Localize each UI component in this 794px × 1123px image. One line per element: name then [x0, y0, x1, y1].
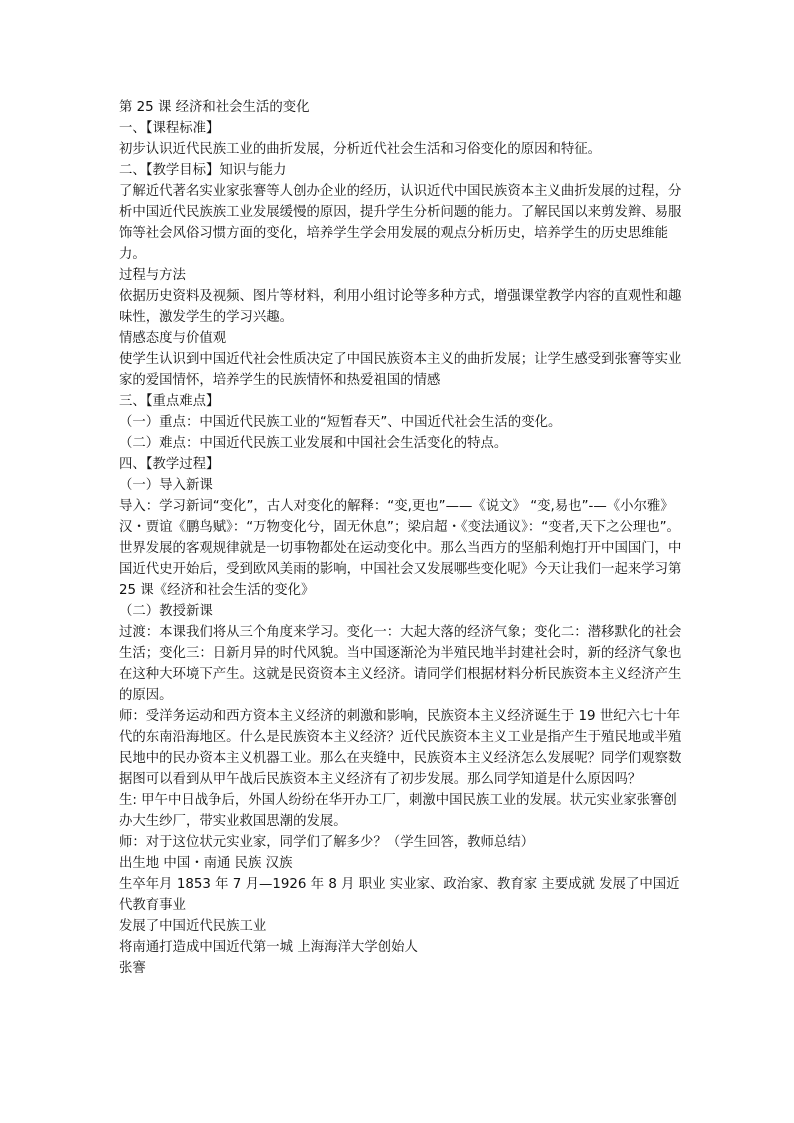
- subheading-introduction: （一）导入新课: [119, 478, 213, 493]
- lesson-title: 第 25 课 经济和社会生活的变化: [119, 100, 310, 115]
- profile-dates-career: 生卒年月 1853 年 7 月—1926 年 8 月 职业 实业家、政治家、教育家 主要成就 发展了中国近代教育事业: [119, 877, 680, 913]
- profile-achievement-nantong: 将南通打造成中国近代第一城 上海海洋大学创始人: [119, 940, 418, 955]
- paragraph-teacher-1: 师：受洋务运动和西方资本主义经济的刺激和影响，民族资本主义经济诞生于 19 世纪六七十年代的东南沿海地区。什么是民族资本主义经济？近代民族资本主义工业是指产生于殖民地或半殖民地中的民办资本主义机器工业。那么在夹缝中，民族资本主义经济怎么发展呢？同学们观察数据图可以看到从甲午战后民族资本主义经济有了初步发展。那么同学知道是什么原因吗？: [119, 709, 682, 787]
- paragraph-attitude-values: 使学生认识到中国近代社会性质决定了中国民族资本主义的曲折发展；让学生感受到张謇等实业家的爱国情怀，培养学生的民族情怀和热爱祖国的情感: [119, 352, 682, 388]
- section-heading-teaching-process: 四、【教学过程】: [119, 457, 220, 472]
- subheading-process-method: 过程与方法: [119, 268, 186, 283]
- paragraph-curriculum-standard: 初步认识近代民族工业的曲折发展，分析近代社会生活和习俗变化的原因和特征。: [119, 142, 602, 157]
- section-heading-key-points: 三、【重点难点】: [119, 394, 220, 409]
- profile-name: 张謇: [119, 961, 146, 976]
- paragraph-difficult-point: （二）难点：中国近代民族工业发展和中国社会生活变化的特点。: [119, 436, 508, 451]
- subheading-new-lesson: （二）教授新课: [119, 604, 213, 619]
- subheading-attitude-values: 情感态度与价值观: [119, 331, 227, 346]
- profile-achievement-industry: 发展了中国近代民族工业: [119, 919, 267, 934]
- section-heading-teaching-objectives: 二、【教学目标】知识与能力: [119, 163, 287, 178]
- paragraph-key-point: （一）重点：中国近代民族工业的“短暂春天”、中国近代社会生活的变化。: [119, 415, 562, 430]
- section-heading-curriculum-standard: 一、【课程标准】: [119, 121, 220, 136]
- paragraph-knowledge-ability: 了解近代著名实业家张謇等人创办企业的经历，认识近代中国民族资本主义曲折发展的过程，分析中国近代民族族工业发展缓慢的原因，提升学生分析问题的能力。了解民国以来剪发辫、易服饰等社会风俗习惯方面的变化，培养学生学会用发展的观点分析历史，培养学生的历史思维能力。: [119, 184, 682, 262]
- paragraph-student: 生: 甲午中日战争后，外国人纷纷在华开办工厂，刺激中国民族工业的发展。状元实业家张謇创办大生纱厂，带实业救国思潮的发展。: [119, 793, 677, 829]
- paragraph-process-method: 依据历史资料及视频、图片等材料，利用小组讨论等多种方式，增强课堂教学内容的直观性和趣味性，激发学生的学习兴趣。: [119, 289, 682, 325]
- paragraph-introduction: 导入：学习新词“变化”，古人对变化的解释：“变,更也”——《说文》 “变,易也”-—《小尔雅》汉・贾谊《鹏鸟赋》：“万物变化兮，固无休息”；梁启超・《变法通议》：“变者,天下之公理也”。世界发展的客观规律就是一切事物都处在运动变化中。那么当西方的坚船利炮打开中国国门，中国近代史开始后，受到欧风美雨的影响，中国社会又发展哪些变化呢》今天让我们一起来学习第 25 课《经济和社会生活的变化》: [119, 499, 682, 598]
- paragraph-teacher-2: 师：对于这位状元实业家，同学们了解多少？（学生回答，教师总结）: [119, 835, 535, 850]
- profile-birthplace: 出生地 中国・南通 民族 汉族: [119, 856, 293, 871]
- paragraph-transition: 过渡：本课我们将从三个角度来学习。变化一：大起大落的经济气象；变化二：潜移默化的社会生活；变化三：日新月异的时代风貌。当中国逐渐沦为半殖民地半封建社会时，新的经济气象也在这种大环境下产生。这就是民资资本主义经济。请同学们根据材料分析民族资本主义经济产生的原因。: [119, 625, 682, 703]
